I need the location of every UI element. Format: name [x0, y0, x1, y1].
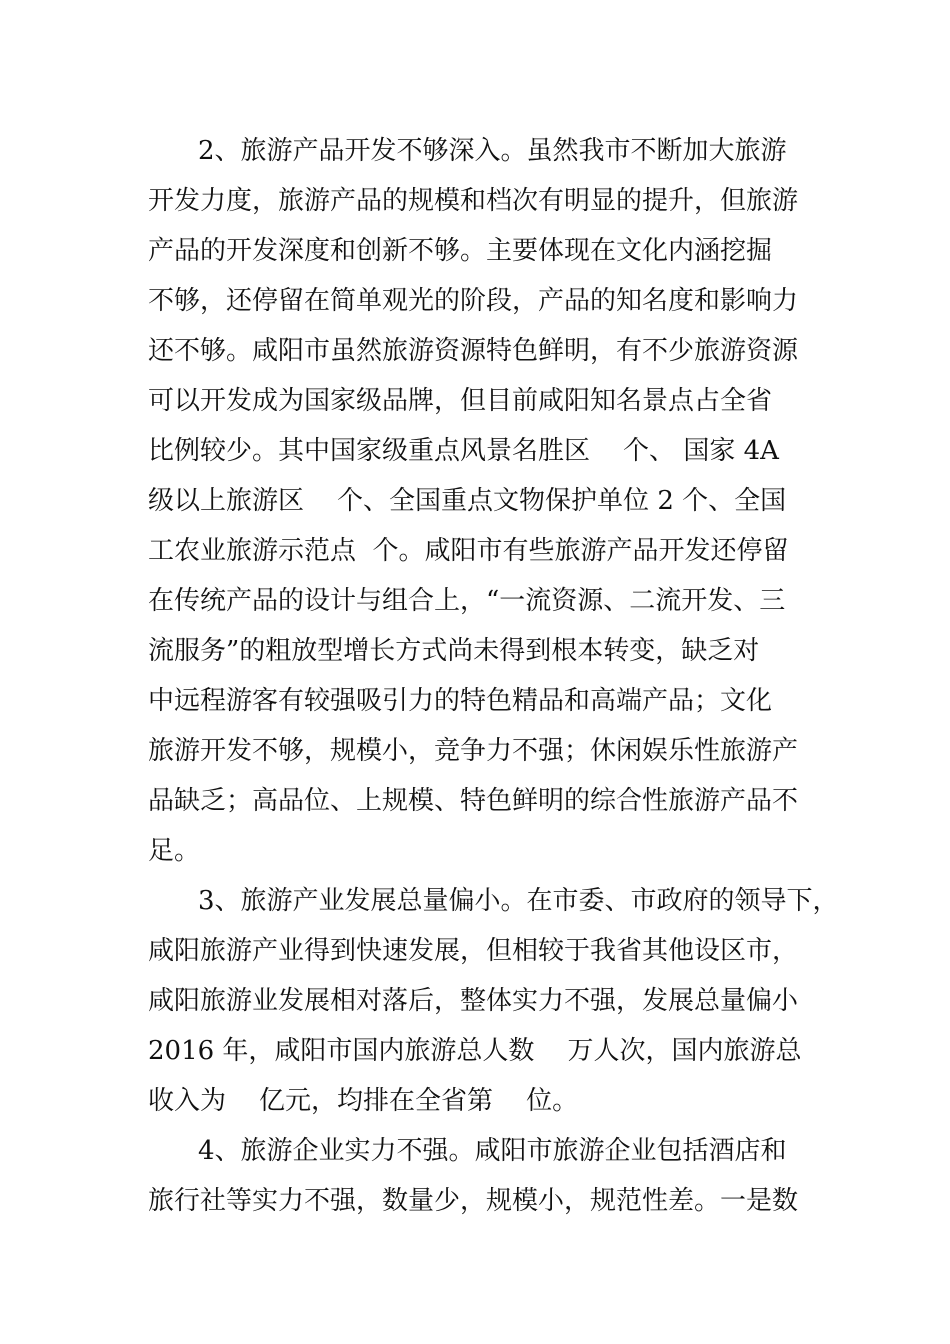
- text-line: 开发力度，旅游产品的规模和档次有明显的提升，但旅游: [148, 186, 799, 216]
- text-line: 咸阳旅游产业得到快速发展，但相较于我省其他设区市，: [148, 936, 799, 966]
- text-line: 2016 年，咸阳市国内旅游总人数 万人次，国内旅游总: [148, 1036, 802, 1066]
- text-line: 工农业旅游示范点 个。咸阳市有些旅游产品开发还停留: [148, 536, 789, 566]
- text-line: 在传统产品的设计与组合上，“一流资源、二流开发、三: [148, 586, 786, 616]
- text-line: 比例较少。其中国家级重点风景名胜区 个、 国家 4A: [148, 436, 779, 466]
- text-line: 可以开发成为国家级品牌，但目前咸阳知名景点占全省: [148, 386, 773, 416]
- text-line: 咸阳旅游业发展相对落后，整体实力不强，发展总量偏小: [148, 986, 799, 1016]
- text-line: 4、旅游企业实力不强。咸阳市旅游企业包括酒店和: [198, 1136, 787, 1166]
- text-line: 品缺乏；高品位、上规模、特色鲜明的综合性旅游产品不: [148, 786, 799, 816]
- text-line: 产品的开发深度和创新不够。主要体现在文化内涵挖掘: [148, 236, 773, 266]
- text-line: 级以上旅游区 个、全国重点文物保护单位 2 个、全国: [148, 486, 787, 516]
- text-line: 流服务”的粗放型增长方式尚未得到根本转变，缺乏对: [148, 636, 760, 666]
- text-line: 中远程游客有较强吸引力的特色精品和高端产品；文化: [148, 686, 773, 716]
- text-line: 旅游开发不够，规模小，竞争力不强；休闲娱乐性旅游产: [148, 736, 799, 766]
- text-line: 2、旅游产品开发不够深入。虽然我市不断加大旅游: [198, 136, 787, 166]
- text-line: 不够，还停留在简单观光的阶段，产品的知名度和影响力: [148, 286, 799, 316]
- text-line: 还不够。咸阳市虽然旅游资源特色鲜明，有不少旅游资源: [148, 336, 799, 366]
- text-line: 旅行社等实力不强，数量少，规模小，规范性差。一是数: [148, 1186, 799, 1216]
- text-line: 足。: [148, 836, 201, 866]
- text-line: 收入为 亿元，均排在全省第 位。: [148, 1086, 579, 1116]
- text-line: 3、旅游产业发展总量偏小。在市委、市政府的领导下，: [198, 886, 839, 916]
